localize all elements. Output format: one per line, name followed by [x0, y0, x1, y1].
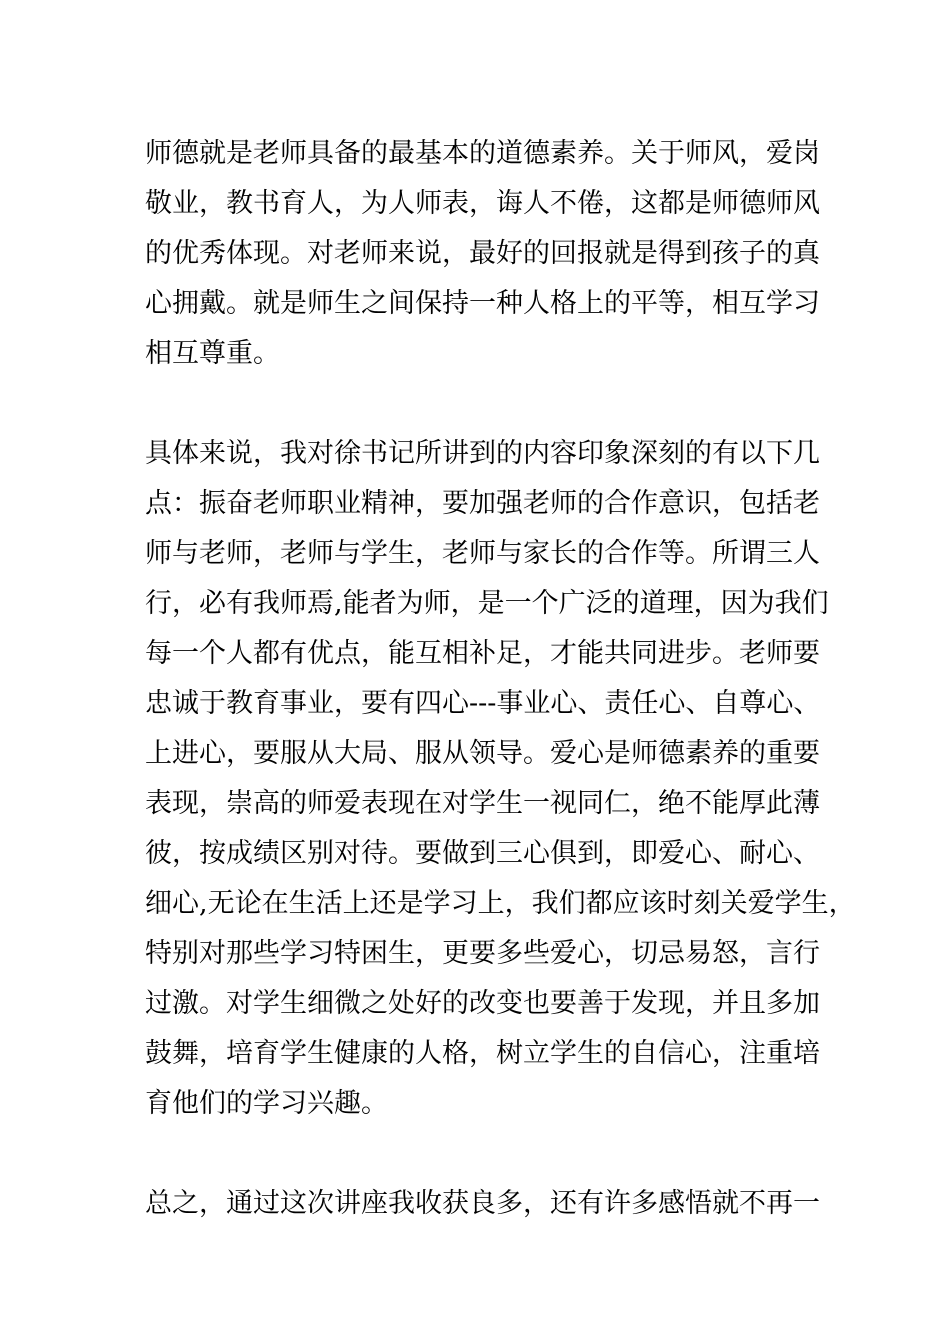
text-line: 每一个人都有优点，能互相补足，才能共同进步。老师要: [145, 638, 820, 669]
text-line: 忠诚于教育事业，要有四心---事业心、责任心、自尊心、: [145, 688, 821, 719]
text-line: 相互尊重。: [145, 338, 280, 369]
text-line: 鼓舞，培育学生健康的人格，树立学生的自信心，注重培: [145, 1038, 820, 1069]
paragraph-gap: [145, 379, 810, 429]
text-line: 心拥戴。就是师生之间保持一种人格上的平等，相互学习: [145, 288, 820, 319]
text-line: 上进心，要服从大局、服从领导。爱心是师德素养的重要: [145, 738, 820, 769]
text-line: 过激。对学生细微之处好的改变也要善于发现，并且多加: [145, 988, 820, 1019]
paragraph-2: [145, 429, 856, 1129]
paragraph-gap: [145, 1129, 810, 1179]
text-line: 细心,无论在生活上还是学习上，我们都应该时刻关爱学生，: [145, 888, 856, 919]
text-line: 的优秀体现。对老师来说，最好的回报就是得到孩子的真: [145, 238, 820, 269]
text-line: 表现，崇高的师爱表现在对学生一视同仁，绝不能厚此薄: [145, 788, 820, 819]
text-line: 育他们的学习兴趣。: [145, 1088, 388, 1119]
text-line: 师与老师，老师与学生，老师与家长的合作等。所谓三人: [145, 538, 820, 569]
text-line: 点：振奋老师职业精神，要加强老师的合作意识，包括老: [145, 488, 820, 519]
text-line: 师德就是老师具备的最基本的道德素养。关于师风，爱岗: [145, 138, 820, 169]
text-line: 总之，通过这次讲座我收获良多，还有许多感悟就不再一: [145, 1188, 820, 1219]
document-body: [145, 129, 856, 1229]
text-line: 特别对那些学习特困生，更要多些爱心，切忌易怒，言行: [145, 938, 820, 969]
paragraph-1: [145, 129, 820, 379]
text-line: 具体来说，我对徐书记所讲到的内容印象深刻的有以下几: [145, 438, 820, 469]
text-line: 彼，按成绩区别对待。要做到三心俱到，即爱心、耐心、: [145, 838, 820, 869]
text-line: 敬业，教书育人，为人师表，诲人不倦，这都是师德师风: [145, 188, 820, 219]
paragraph-3: [145, 1179, 820, 1229]
text-line: 行，必有我师焉,能者为师，是一个广泛的道理，因为我们: [145, 588, 829, 619]
